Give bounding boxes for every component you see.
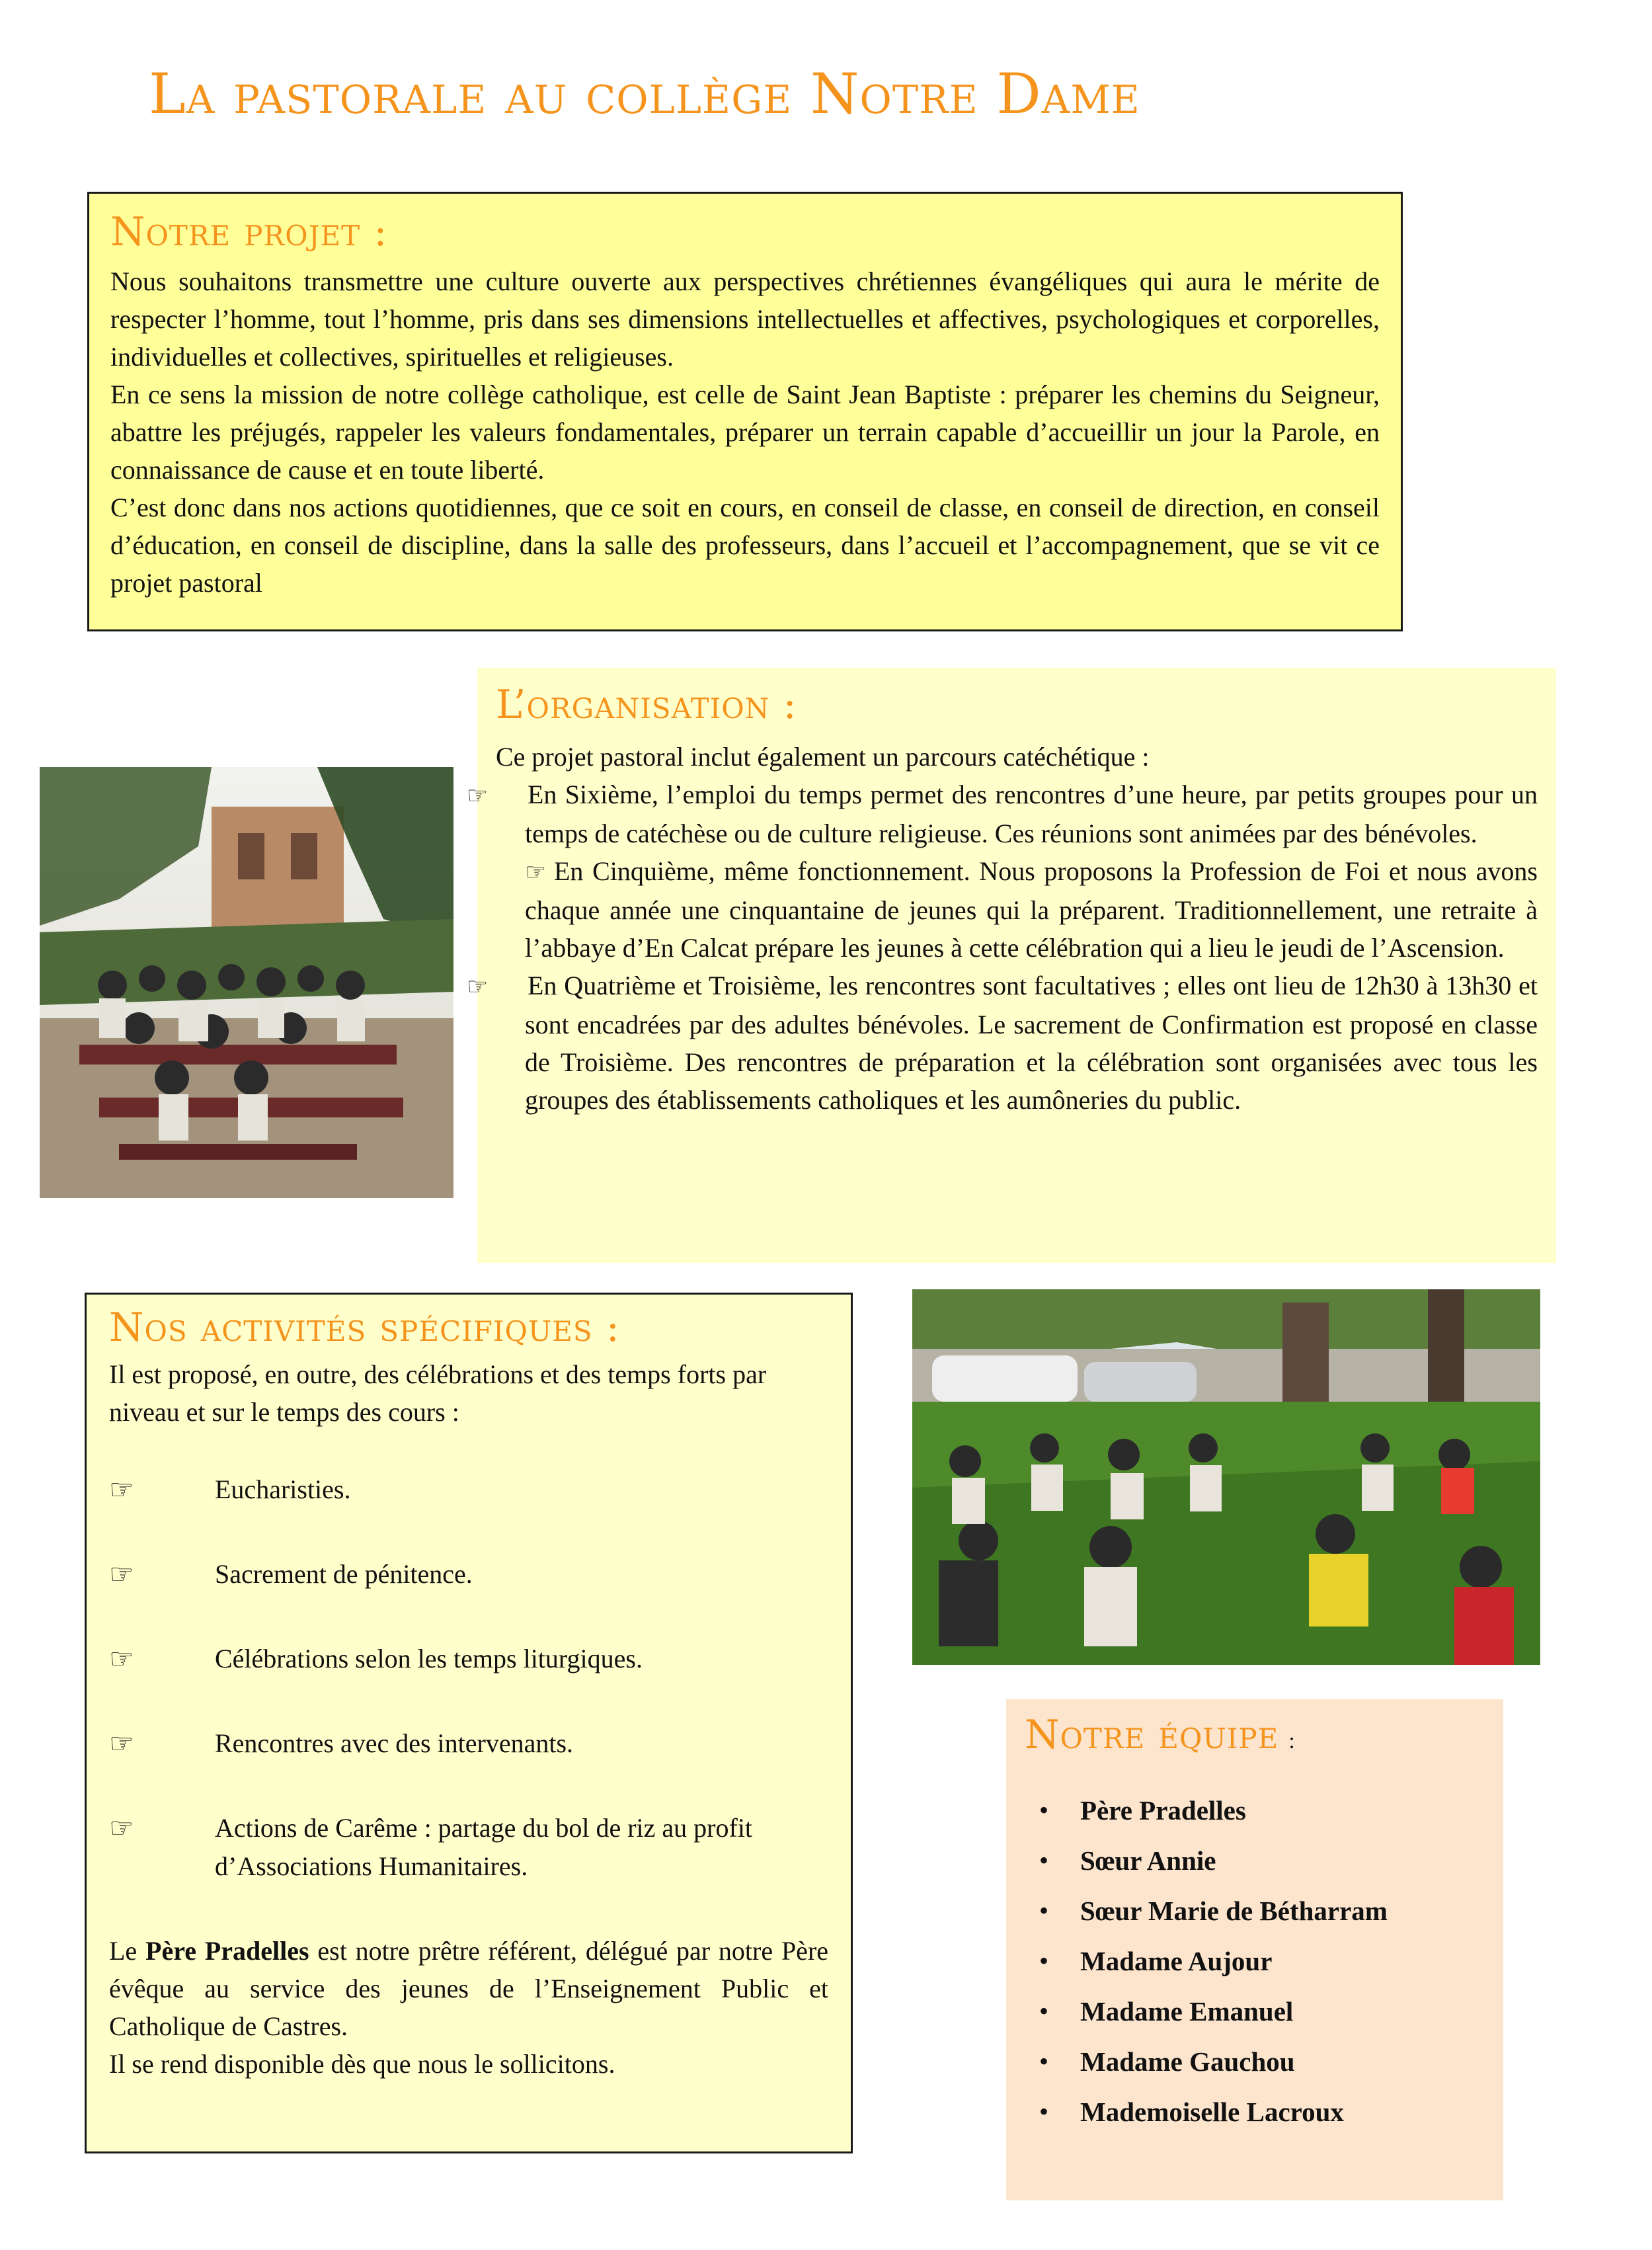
team-list [1025,1785,1485,2137]
organisation-intro: Ce projet pastoral inclut également un parcours catéchétique : [496,742,1150,772]
list-item: ☞ Actions de Carême : partage du bol de riz au profit d’Associations Humanitaires. [109,1809,828,1886]
team-member: • Madame Emanuel [1025,1986,1485,2036]
list-item: ☞ Célébrations selon les temps liturgiques. [109,1640,828,1678]
pointing-hand-icon: ☞ [109,1642,134,1675]
list-item: ☞ Eucharisties. [109,1470,828,1509]
list-item: ☞ Rencontres avec des intervenants. [109,1724,828,1763]
activites-footer [109,1932,828,2083]
team-member: • Sœur Annie [1025,1835,1485,1886]
activites-section [85,1293,853,2153]
activites-intro: Il est proposé, en outre, des célébrations et des temps forts par niveau et sur le temps des cours : [109,1359,767,1427]
projet-section [87,192,1403,631]
equipe-heading-row [1025,1711,1485,1765]
list-item: ☞ Sacrement de pénitence. [109,1555,828,1593]
organisation-section [467,668,1556,1263]
team-member: • Madame Gauchou [1025,2036,1485,2087]
pointing-hand-icon: ☞ [109,1727,134,1759]
organisation-heading: L’organisation : [496,682,797,728]
list-item: ☞ En Sixième, l’emploi du temps permet des rencontres d’une heure, par petits groupes pour un temps de catéchèse ou de culture religieuse. Ces réunions sont animées par des bénévoles. [496,776,1538,852]
pointing-hand-icon: ☞ [109,1473,134,1506]
pointing-hand-icon: ☞ [467,782,489,809]
equipe-heading-colon: : [1288,1729,1295,1753]
organisation-body [467,738,1538,1119]
equipe-heading: Notre équipe [1025,1712,1279,1758]
team-member: • Madame Aujour [1025,1936,1485,1986]
students-picnic-photo [40,767,453,1198]
pointing-hand-icon: ☞ [109,1812,134,1844]
projet-body [110,262,1380,602]
page-title: La pastorale au collège Notre Dame [149,61,1140,126]
list-item: ☞ En Cinquième, même fonctionnement. Nous proposons la Profession de Foi et nous avons chaque année une cinquantaine de jeunes qui la préparent. Traditionnellement, une retraite à l’abbaye d’En Calcat prépare les jeunes à cette célébration qui a lieu le jeudi de l’Ascension. [496,852,1538,967]
projet-paragraph: Nous souhaitons transmettre une culture ouverte aux perspectives chrétiennes évangéliques qui aura le mérite de respecter l’homme, tout l’homme, pris dans ses dimensions intellectuelles et affectives, psychologiques et corporelles, individuelles et collectives, spirituelles et religieuses. [110,266,1380,372]
activites-footer-paragraph: Le Père Pradelles est notre prêtre référent, délégué par notre Père évêque au service des jeunes de l’Enseignement Public et Catholique de Castres. [109,1936,829,2041]
team-member: • Père Pradelles [1025,1785,1485,1835]
list-item: ☞ En Quatrième et Troisième, les rencontres sont facultatives ; elles ont lieu de 12h30 à 13h30 et sont encadrées par des adultes bénévoles. Le sacrement de Confirmation est proposé en classe de Troisième. Des rencontres de préparation et la célébration sont organisées avec tous les groupes des établissements catholiques et les aumôneries du public. [496,967,1538,1119]
projet-paragraph: En ce sens la mission de notre collège catholique, est celle de Saint Jean Baptiste : préparer les chemins du Seigneur, abattre les préjugés, rappeler les valeurs fondamentales, préparer un terrain capable d’accueillir un jour la Parole, en connaissance de cause et en toute liberté. [110,380,1380,485]
students-lawn-photo [912,1289,1540,1665]
activites-footer-last: Il se rend disponible dès que nous le sollicitons. [109,2049,615,2079]
pointing-hand-icon: ☞ [525,859,547,886]
team-member: • Mademoiselle Lacroux [1025,2087,1485,2137]
equipe-section [1006,1699,1503,2200]
activites-heading: Nos activités spécifiques : [109,1305,620,1351]
pointing-hand-icon: ☞ [109,1558,134,1590]
projet-paragraph: C’est donc dans nos actions quotidiennes, que ce soit en cours, en conseil de classe, en conseil de direction, en conseil d’éducation, en conseil de discipline, dans la salle des professeurs, dans l’accueil et l’accompagnement, que se vit ce projet pastoral [110,493,1380,598]
pointing-hand-icon: ☞ [467,973,489,1000]
projet-heading: Notre projet : [110,209,388,255]
activites-list [109,1470,828,1886]
team-member: • Sœur Marie de Bétharram [1025,1886,1485,1936]
